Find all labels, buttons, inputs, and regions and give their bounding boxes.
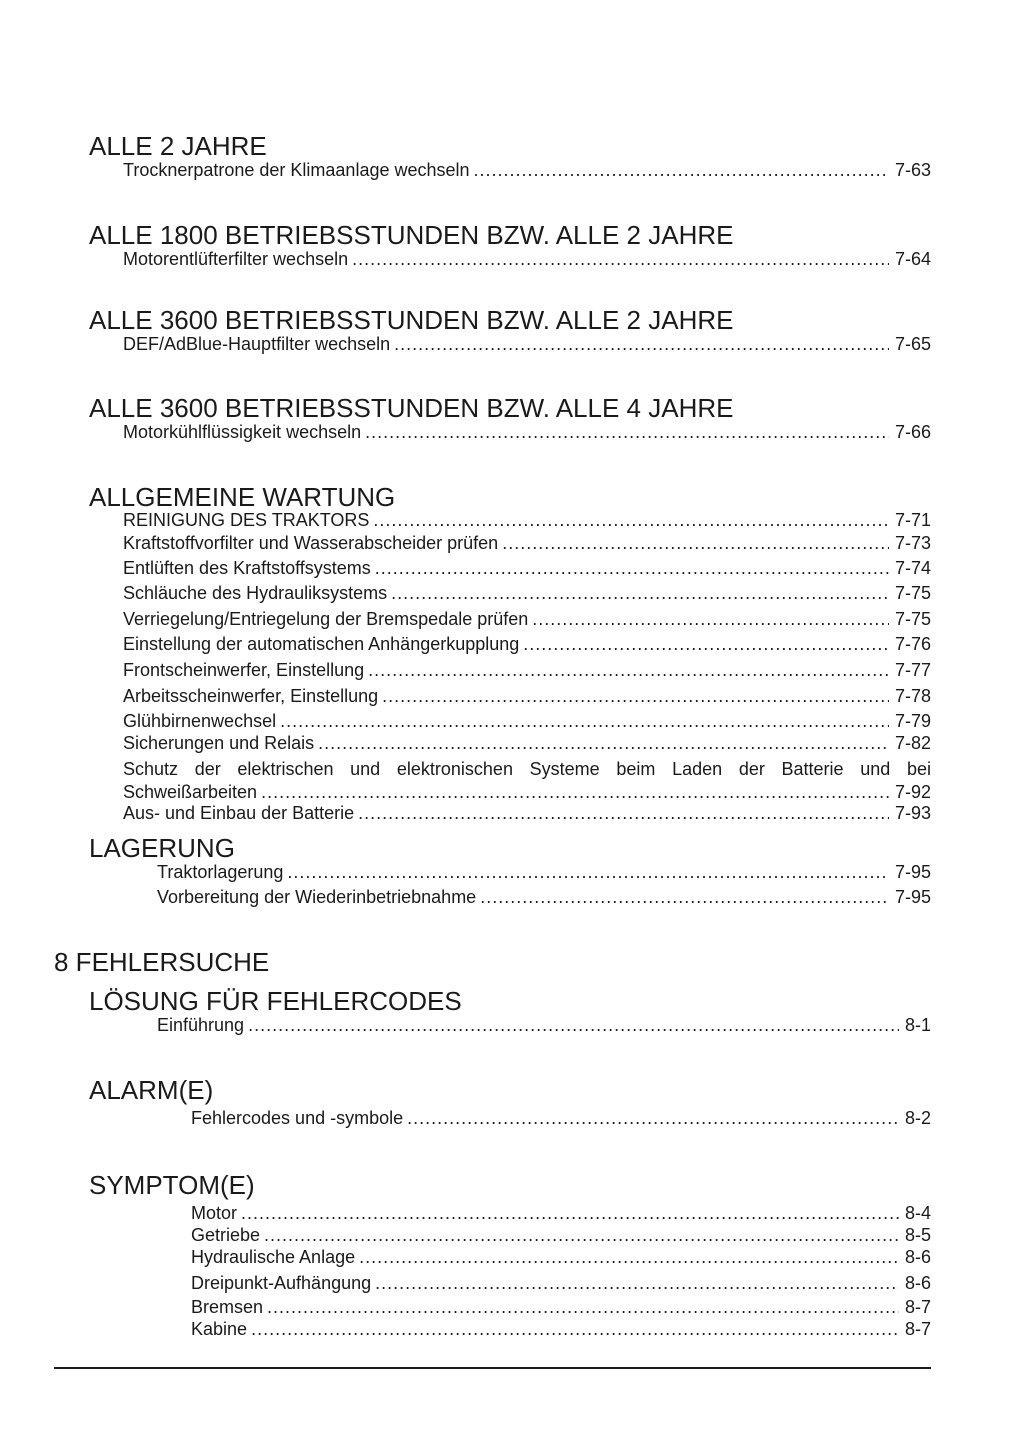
toc-entry[interactable] bbox=[123, 557, 931, 579]
leader-dots bbox=[375, 557, 889, 579]
toc-entry-page: 8-7 bbox=[904, 1297, 931, 1317]
leader-dots bbox=[368, 659, 889, 681]
toc-entry[interactable] bbox=[123, 802, 931, 824]
toc-entry-label-line1: Schutz der elektrischen und elektronischen Systeme beim Laden der Batterie und bei bbox=[123, 759, 931, 779]
leader-dots bbox=[394, 333, 889, 355]
leader-dots bbox=[523, 633, 889, 655]
toc-entry-label: Kraftstoffvorfilter und Wasserabscheider prüfen bbox=[123, 533, 499, 553]
leader-dots bbox=[264, 1224, 899, 1246]
leader-dots bbox=[318, 732, 889, 754]
toc-entry-page: 7-79 bbox=[894, 711, 931, 731]
toc-entry[interactable] bbox=[191, 1246, 931, 1268]
toc-entry[interactable] bbox=[123, 659, 931, 681]
section-heading: SYMPTOM(E) bbox=[89, 1170, 255, 1200]
toc-entry-page: 7-95 bbox=[894, 862, 931, 882]
toc-entry-page: 7-74 bbox=[894, 558, 931, 578]
toc-entry[interactable] bbox=[123, 582, 931, 604]
toc-entry-page: 8-5 bbox=[904, 1225, 931, 1245]
toc-entry-label: Entlüften des Kraftstoffsystems bbox=[123, 558, 371, 578]
toc-entry-page: 7-63 bbox=[894, 160, 931, 180]
toc-entry[interactable] bbox=[123, 509, 931, 531]
toc-entry[interactable] bbox=[191, 1272, 931, 1294]
toc-entry-page: 7-92 bbox=[894, 782, 931, 802]
toc-entry-page: 8-2 bbox=[904, 1108, 931, 1128]
toc-entry[interactable] bbox=[191, 1224, 931, 1246]
toc-entry[interactable] bbox=[123, 248, 931, 270]
footer-divider bbox=[54, 1367, 931, 1369]
leader-dots bbox=[532, 608, 889, 630]
section-heading: LAGERUNG bbox=[89, 833, 235, 863]
toc-entry-page: 7-66 bbox=[894, 422, 931, 442]
toc-entry-page: 7-64 bbox=[894, 249, 931, 269]
toc-entry-page: 8-6 bbox=[904, 1247, 931, 1267]
toc-entry-label: Einführung bbox=[157, 1015, 245, 1035]
toc-entry-page: 7-73 bbox=[894, 533, 931, 553]
chapter-heading: 8 FEHLERSUCHE bbox=[54, 947, 270, 977]
toc-entry-page: 7-76 bbox=[894, 634, 931, 654]
toc-entry[interactable] bbox=[123, 532, 931, 554]
toc-entry-label: Vorbereitung der Wiederinbetriebnahme bbox=[157, 887, 477, 907]
leader-dots bbox=[375, 1272, 899, 1294]
toc-entry-label: Glühbirnenwechsel bbox=[123, 711, 277, 731]
toc-entry[interactable] bbox=[123, 732, 931, 754]
toc-entry-label: Verriegelung/Entriegelung der Bremspedale prüfen bbox=[123, 609, 529, 629]
toc-entry[interactable] bbox=[123, 710, 931, 732]
section-heading: ALLE 1800 BETRIEBSSTUNDEN BZW. ALLE 2 JAHRE bbox=[89, 220, 734, 250]
toc-entry-label: Arbeitsscheinwerfer, Einstellung bbox=[123, 686, 379, 706]
toc-entry-page: 7-65 bbox=[894, 334, 931, 354]
toc-entry-label: Trocknerpatrone der Klimaanlage wechseln bbox=[123, 160, 470, 180]
toc-entry-page: 7-75 bbox=[894, 609, 931, 629]
toc-entry-label: Kabine bbox=[191, 1319, 248, 1339]
section-heading: ALLGEMEINE WARTUNG bbox=[89, 482, 396, 512]
toc-entry-page: 8-1 bbox=[904, 1015, 931, 1035]
toc-entry[interactable] bbox=[123, 608, 931, 630]
toc-entry[interactable] bbox=[191, 1202, 931, 1224]
section-heading: ALLE 3600 BETRIEBSSTUNDEN BZW. ALLE 2 JAHRE bbox=[89, 305, 734, 335]
toc-entry-label: REINIGUNG DES TRAKTORS bbox=[123, 510, 370, 530]
section-heading: ALLE 3600 BETRIEBSSTUNDEN BZW. ALLE 4 JAHRE bbox=[89, 393, 734, 423]
toc-entry-label: Dreipunkt-Aufhängung bbox=[191, 1273, 372, 1293]
leader-dots bbox=[241, 1202, 899, 1224]
toc-entry-page: 7-78 bbox=[894, 686, 931, 706]
leader-dots bbox=[474, 159, 889, 181]
leader-dots bbox=[267, 1296, 899, 1318]
leader-dots bbox=[382, 685, 889, 707]
leader-dots bbox=[359, 1246, 899, 1268]
toc-entry-page: 7-93 bbox=[894, 803, 931, 823]
toc-entry[interactable] bbox=[123, 781, 931, 803]
section-heading: ALLE 2 JAHRE bbox=[89, 131, 267, 161]
leader-dots bbox=[352, 248, 889, 270]
toc-entry[interactable] bbox=[123, 633, 931, 655]
leader-dots bbox=[358, 802, 889, 824]
toc-entry[interactable] bbox=[191, 1107, 931, 1129]
toc-entry-page: 8-6 bbox=[904, 1273, 931, 1293]
leader-dots bbox=[480, 886, 889, 908]
leader-dots bbox=[261, 781, 889, 803]
toc-entry-label: DEF/AdBlue-Hauptfilter wechseln bbox=[123, 334, 391, 354]
toc-entry-page: 7-75 bbox=[894, 583, 931, 603]
toc-entry-page: 7-82 bbox=[894, 733, 931, 753]
toc-entry-label: Getriebe bbox=[191, 1225, 261, 1245]
toc-entry[interactable] bbox=[191, 1296, 931, 1318]
leader-dots bbox=[248, 1014, 899, 1036]
leader-dots bbox=[502, 532, 889, 554]
toc-entry-label: Aus- und Einbau der Batterie bbox=[123, 803, 355, 823]
toc-entry[interactable] bbox=[123, 421, 931, 443]
toc-entry-page: 7-95 bbox=[894, 887, 931, 907]
toc-entry-label: Traktorlagerung bbox=[157, 862, 284, 882]
toc-entry-label: Motorkühlflüssigkeit wechseln bbox=[123, 422, 362, 442]
toc-entry-label: Motorentlüfterfilter wechseln bbox=[123, 249, 349, 269]
toc-entry-page: 8-7 bbox=[904, 1319, 931, 1339]
section-heading: ALARM(E) bbox=[89, 1075, 214, 1105]
toc-entry[interactable] bbox=[123, 159, 931, 181]
toc-entry[interactable] bbox=[191, 1318, 931, 1340]
toc-entry-label: Motor bbox=[191, 1203, 238, 1223]
toc-entry[interactable] bbox=[157, 861, 931, 883]
toc-entry[interactable] bbox=[157, 886, 931, 908]
toc-entry[interactable] bbox=[157, 1014, 931, 1036]
toc-entry-page: 7-77 bbox=[894, 660, 931, 680]
leader-dots bbox=[407, 1107, 899, 1129]
toc-entry-label: Fehlercodes und -symbole bbox=[191, 1108, 404, 1128]
toc-entry[interactable] bbox=[123, 685, 931, 707]
toc-entry-page: 8-4 bbox=[904, 1203, 931, 1223]
leader-dots bbox=[251, 1318, 899, 1340]
toc-entry-label: Schläuche des Hydrauliksystems bbox=[123, 583, 388, 603]
section-heading: LÖSUNG FÜR FEHLERCODES bbox=[89, 986, 462, 1016]
leader-dots bbox=[365, 421, 889, 443]
toc-entry-label: Bremsen bbox=[191, 1297, 264, 1317]
toc-entry-page: 7-71 bbox=[894, 510, 931, 530]
leader-dots bbox=[287, 861, 889, 883]
leader-dots bbox=[391, 582, 889, 604]
toc-entry-label: Einstellung der automatischen Anhängerkupplung bbox=[123, 634, 520, 654]
toc-entry[interactable] bbox=[123, 333, 931, 355]
toc-entry-label: Sicherungen und Relais bbox=[123, 733, 315, 753]
leader-dots bbox=[280, 710, 889, 732]
toc-entry-label: Schweißarbeiten bbox=[123, 782, 258, 802]
toc-entry-label: Frontscheinwerfer, Einstellung bbox=[123, 660, 365, 680]
leader-dots bbox=[373, 509, 889, 531]
toc-entry-label: Hydraulische Anlage bbox=[191, 1247, 356, 1267]
